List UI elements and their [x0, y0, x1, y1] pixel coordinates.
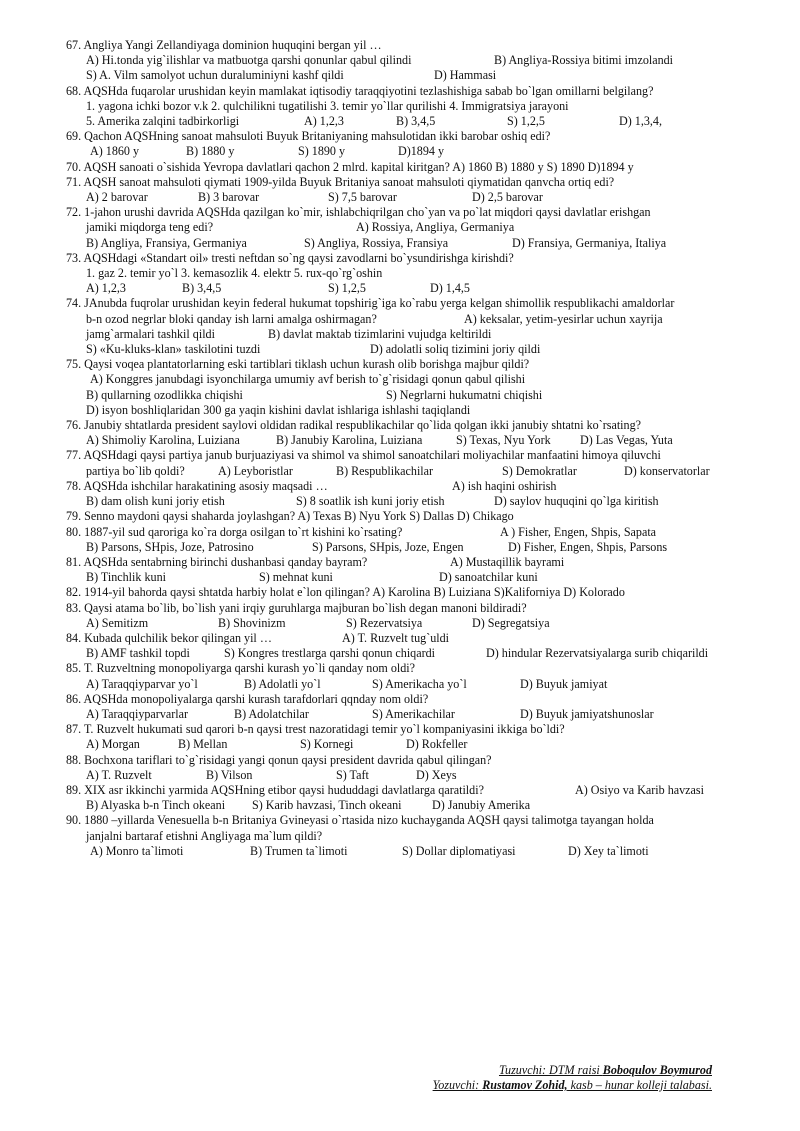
question-87: [66, 722, 766, 752]
question-number: 84.: [66, 630, 82, 645]
option-d: D) Xey ta`limoti: [568, 843, 649, 858]
question-text: T. Ruzveltning monopoliyarga qarshi kurash yo`li qanday nom oldi?: [83, 661, 415, 676]
option-b: B) Respublikachilar: [336, 463, 434, 478]
option-a: A) keksalar, yetim-yesirlar uchun xayrija: [464, 311, 663, 326]
option-b: B) Shovinizm: [218, 615, 286, 630]
option-a: A) 2 barovar: [86, 190, 148, 205]
option-d: D) sanoatchilar kuni: [439, 570, 538, 585]
option-d: D) Buyuk jamiyat: [520, 676, 608, 691]
option-s: S) Dollar diplomatiyasi: [402, 843, 516, 858]
question-text: Angliya Yangi Zellandiyaga dominion huquqini bergan yil …: [83, 38, 382, 52]
question-number: 76.: [66, 418, 82, 433]
question-86: [66, 692, 766, 722]
writer-name: Rustamov Zohid,: [482, 1078, 568, 1092]
option-s: S) Karib havzasi, Tinch okeani: [252, 798, 402, 813]
option-b: B) Janubiy Karolina, Luiziana: [276, 433, 423, 448]
question-number: 87.: [66, 722, 82, 737]
option-b: B) Alyaska b-n Tinch okeani: [86, 798, 226, 813]
question-number: 89.: [66, 782, 82, 797]
option-b: B) Trumen ta`limoti: [250, 843, 348, 858]
option-d: D) Buyuk jamiyatshunoslar: [520, 706, 654, 721]
option-d: D) Segregatsiya: [472, 615, 550, 630]
option-a: A) Hi.tonda yig`ilishlar va matbuotga qarshi qonunlar qabul qilindi: [86, 53, 412, 68]
option-a: A) Osiyo va Karib havzasi: [575, 782, 704, 797]
question-number: 75.: [66, 357, 82, 372]
question-number: 77.: [66, 448, 82, 463]
question-68: [66, 84, 766, 130]
option-a: A) 1860 y: [90, 144, 140, 159]
compiler-label: Tuzuvchi: DTM raisi: [498, 1063, 603, 1077]
question-number: 68.: [66, 83, 82, 98]
option-b: B) Adolatli yo`l: [244, 676, 321, 691]
option-a: A) Leyboristlar: [218, 463, 293, 478]
numbered-options: 1. yagona ichki bozor v.k 2. qulchilikni tugatilishi 3. temir yo`llar qurilishi 4. Immigratsiya jarayoni: [86, 98, 569, 113]
option-a: A) Konggres janubdagi isyonchilarga umumiy avf berish to`g`risidagi qonun qabul qilishi: [90, 372, 526, 387]
question-text: Bochxona tariflari to`g`risidagi yangi qonun qaysi president davrida qabul qilingan?: [84, 752, 492, 767]
numbered-options: 1. gaz 2. temir yo`l 3. kemasozlik 4. elektr 5. rux-qo`rg`oshin: [86, 266, 383, 281]
question-text-cont: b-n ozod negrlar bloki qanday ish larni amalga oshirmagan?: [86, 311, 377, 326]
question-number: 81.: [66, 554, 82, 569]
question-number: 90.: [66, 813, 82, 828]
option-s: S) 1,2,5: [507, 114, 545, 129]
option-d: D) Fransiya, Germaniya, Italiya: [512, 235, 667, 250]
question-number: 88.: [66, 752, 82, 767]
question-75: [66, 357, 766, 418]
question-text: AQSHda monopoliyalarga qarshi kurash tarafdorlari qqnday nom oldi?: [83, 691, 429, 706]
option-d: D) adolatli soliq tizimini joriy qildi: [370, 342, 541, 357]
question-text-cont: jamiki miqdorga teng edi?: [86, 220, 214, 235]
question-number: 85.: [66, 661, 82, 676]
question-71: [66, 175, 766, 205]
option-b: B) 3,4,5: [396, 114, 436, 129]
option-a: A) Taraqqiyparvar yo`l: [86, 676, 198, 691]
option-s: S) 7,5 barovar: [328, 190, 397, 205]
question-text: AQSHdagi qaysi partiya janub burjuaziyasi va shimol va shimol sanoatchilari moliyachilar manfaatini himoya qiluvchi: [83, 448, 661, 463]
question-74: [66, 296, 766, 357]
question-67: [66, 38, 766, 84]
option-a-cont: jamg`armalari tashkil qildi: [86, 326, 215, 341]
option-a: A) Semitizm: [86, 615, 149, 630]
option-b: B) 3 barovar: [198, 190, 260, 205]
question-text: AQSHda fuqarolar urushidan keyin mamlakat iqtisodiy taraqqiyotini tezlashishiga sabab bo`lgan omillarni belgilang?: [83, 83, 654, 98]
question-number: 79.: [66, 509, 82, 524]
option-s: S) mehnat kuni: [259, 570, 333, 585]
question-text: 1880 –yillarda Venesuella b-n Britaniya Gvineyasi o`rtasida nizo kuchayganda AQSH qaysi talimotga tayangan holda: [84, 813, 654, 828]
option-b: B) Parsons, SHpis, Joze, Patrosino: [86, 539, 254, 554]
option-b: B) Adolatchilar: [234, 706, 309, 721]
question-text: Kubada qulchilik bekor qilingan yil …: [84, 630, 272, 645]
question-number: 80.: [66, 524, 82, 539]
option-s: S) A. Vilm samolyot uchun duraluminiyni kashf qildi: [86, 68, 344, 83]
question-76: [66, 418, 766, 448]
question-number: 74.: [66, 296, 82, 311]
question-81: [66, 555, 766, 585]
option-a: A) T. Ruzvelt: [86, 767, 152, 782]
question-text: AQSHda ishchilar harakatining asosiy maqsadi …: [83, 478, 328, 493]
option-d: D) konservatorlar: [624, 463, 710, 478]
option-s: S) Texas, Nyu York: [456, 433, 551, 448]
question-78: [66, 479, 766, 509]
question-text: JAnubda fuqrolar urushidan keyin federal hukumat topshirig`iga ko`rabu yerga kelgan shimollik respublikachi amaldorlar: [84, 296, 675, 311]
option-d: D) Las Vegas, Yuta: [580, 433, 673, 448]
question-text: Senno maydoni qaysi shaharda joylashgan? A) Texas B) Nyu York S) Dallas D) Chikago: [84, 509, 514, 524]
question-number: 73.: [66, 250, 82, 265]
option-a: A) 1,2,3: [86, 281, 126, 296]
option-d: D) Rokfeller: [406, 737, 468, 752]
option-b: B) Mellan: [178, 737, 228, 752]
option-b: B) AMF tashkil topdi: [86, 646, 190, 661]
question-text: Janubiy shtatlarda president saylovi oldidan radikal respublikachilar qo`lida qolgan ikki janubiy shtatni ko`rsating?: [84, 418, 642, 433]
question-89: [66, 783, 766, 813]
option-a: A) 1,2,3: [304, 114, 344, 129]
option-d: D)1894 y: [398, 144, 445, 159]
option-b: B) dam olish kuni joriy etish: [86, 494, 225, 509]
question-text: AQSHdagi «Standart oil» tresti neftdan so`ng qaysi zavodlarni bo`ysundirishga kirishdi?: [83, 250, 514, 265]
option-d: D) isyon boshliqlaridan 300 ga yaqin kishini davlat ishlariga ishlashi taqiqlandi: [86, 402, 471, 417]
document-footer: [433, 1063, 712, 1093]
question-88: [66, 753, 766, 783]
question-70: [66, 160, 766, 175]
question-83: [66, 601, 766, 631]
option-d: D) Xeys: [416, 767, 457, 782]
question-69: [66, 129, 766, 159]
option-d: D) Janubiy Amerika: [432, 798, 531, 813]
option-s: S) Demokratlar: [502, 463, 577, 478]
question-text-cont: janjalni bartaraf etishni Angliyaga ma`lum qildi?: [86, 828, 323, 843]
option-b: B) Angliya, Fransiya, Germaniya: [86, 235, 247, 250]
option-s: S) Kongres trestlarga qarshi qonun chiqardi: [224, 646, 436, 661]
question-number: 86.: [66, 691, 82, 706]
option-s: S) Rezervatsiya: [346, 615, 423, 630]
option-a: A) Mustaqillik bayrami: [450, 554, 565, 569]
option-a: A) Morgan: [86, 737, 140, 752]
option-d: D) Fisher, Engen, Shpis, Parsons: [508, 539, 668, 554]
question-text: T. Ruzvelt hukumati sud qarori b-n qaysi trest nazoratidagi temir yo`l kompaniyasini ikkiga bo`ldi?: [83, 722, 565, 737]
option-d: D) saylov huquqini qo`lga kiritish: [494, 494, 659, 509]
question-text: 1887-yil sud qaroriga ko`ra dorga osilgan to`rt kishini ko`rsating?: [84, 524, 403, 539]
option-s: S) 1890 y: [298, 144, 346, 159]
question-number: 71.: [66, 174, 82, 189]
numbered-option-5: 5. Amerika zalqini tadbirkorligi: [86, 114, 240, 129]
option-b: B) Tinchlik kuni: [86, 570, 166, 585]
option-s: S) Kornegi: [300, 737, 354, 752]
option-s: S) Angliya, Rossiya, Fransiya: [304, 235, 449, 250]
option-s: S) 8 soatlik ish kuni joriy etish: [296, 494, 445, 509]
option-b: B) 3,4,5: [182, 281, 222, 296]
question-72: [66, 205, 766, 251]
question-text: Qaysi atama bo`lib, bo`lish yani irqiy guruhlarga majburan bo`lish degan manoni bildiradi?: [84, 600, 527, 615]
option-b: B) Vilson: [206, 767, 253, 782]
question-85: [66, 661, 766, 691]
question-82: [66, 585, 766, 600]
option-a: A) Shimoliy Karolina, Luiziana: [86, 433, 240, 448]
question-73: [66, 251, 766, 297]
question-text: AQSHda sentabrning birinchi dushanbasi qanday bayram?: [83, 554, 368, 569]
option-d: D) hindular Rezervatsiyalarga surib chiqarildi: [486, 646, 709, 661]
question-number: 78.: [66, 478, 82, 493]
option-a: A) ish haqini oshirish: [452, 478, 557, 493]
option-b: B) davlat maktab tizimlarini vujudga keltirildi: [268, 326, 492, 341]
question-number: 72.: [66, 205, 82, 220]
question-text: XIX asr ikkinchi yarmida AQSHning etibor qaysi hududdagi davlatlarga qaratildi?: [84, 782, 484, 797]
question-text: 1-jahon urushi davrida AQSHda qazilgan ko`mir, ishlabchiqrilgan cho`yan va po`lat miqdori qaysi davlatlar erishgan: [84, 205, 651, 220]
question-text-cont: partiya bo`lib qoldi?: [86, 463, 185, 478]
option-s: S) «Ku-kluks-klan» taskilotini tuzdi: [86, 342, 261, 357]
compiler-name: Boboqulov Boymurod: [602, 1063, 712, 1077]
question-number: 82.: [66, 585, 82, 600]
option-s: S) Negrlarni hukumatni chiqishi: [386, 387, 543, 402]
compiler-line: [433, 1063, 712, 1078]
question-text: AQSH sanoati o`sishida Yevropa davlatlari qachon 2 mlrd. kapital kiritgan? A) 1860 B) 1880 y S) 1890 D)1894 y: [83, 159, 634, 174]
option-b: B) Angliya-Rossiya bitimi imzolandi: [494, 53, 674, 68]
option-d: D) 1,3,4,: [619, 114, 662, 129]
option-s: S) Taft: [336, 767, 369, 782]
writer-line: [433, 1078, 712, 1093]
option-b: B) qullarning ozodlikka chiqishi: [86, 387, 243, 402]
option-b: B) 1880 y: [186, 144, 235, 159]
writer-role: kasb – hunar kolleji talabasi.: [567, 1078, 712, 1092]
question-77: [66, 448, 766, 478]
option-a: A ) Fisher, Engen, Shpis, Sapata: [500, 524, 657, 539]
question-number: 69.: [66, 129, 82, 144]
question-text: Qaysi voqea plantatorlarning eski tartiblari tiklash uchun kurash olib borishga majbur qildi?: [84, 357, 530, 372]
option-s: S) Amerikachilar: [372, 706, 455, 721]
option-s: S) 1,2,5: [328, 281, 366, 296]
question-text: 1914-yil bahorda qaysi shtatda harbiy holat e`lon qilingan? A) Karolina B) Luiziana S)Kaliforniya D) Kolorado: [84, 585, 625, 600]
question-text: AQSH sanoat mahsuloti qiymati 1909-yilda Buyuk Britaniya sanoat mahsuloti qiymatidan qanvcha ortiq edi?: [83, 174, 615, 189]
question-text: Qachon AQSHning sanoat mahsuloti Buyuk Britaniyaning mahsulotidan ikki barobar oshiq edi?: [84, 129, 551, 144]
option-a: A) Taraqqiyparvarlar: [86, 706, 189, 721]
option-d: D) 2,5 barovar: [472, 190, 543, 205]
question-79: [66, 509, 766, 524]
question-80: [66, 525, 766, 555]
question-number: 70.: [66, 159, 82, 174]
option-s: S) Parsons, SHpis, Joze, Engen: [312, 539, 464, 554]
question-84: [66, 631, 766, 661]
option-a: A) T. Ruzvelt tug`uldi: [342, 630, 450, 645]
option-a: A) Rossiya, Angliya, Germaniya: [356, 220, 515, 235]
question-number: 67.: [66, 38, 82, 52]
question-90: [66, 813, 766, 859]
option-d: D) 1,4,5: [430, 281, 470, 296]
option-s: S) Amerikacha yo`l: [372, 676, 467, 691]
option-a: A) Monro ta`limoti: [90, 843, 184, 858]
question-number: 83.: [66, 600, 82, 615]
option-d: D) Hammasi: [434, 68, 497, 83]
writer-label: Yozuvchi:: [432, 1078, 483, 1092]
test-document: [66, 38, 766, 859]
